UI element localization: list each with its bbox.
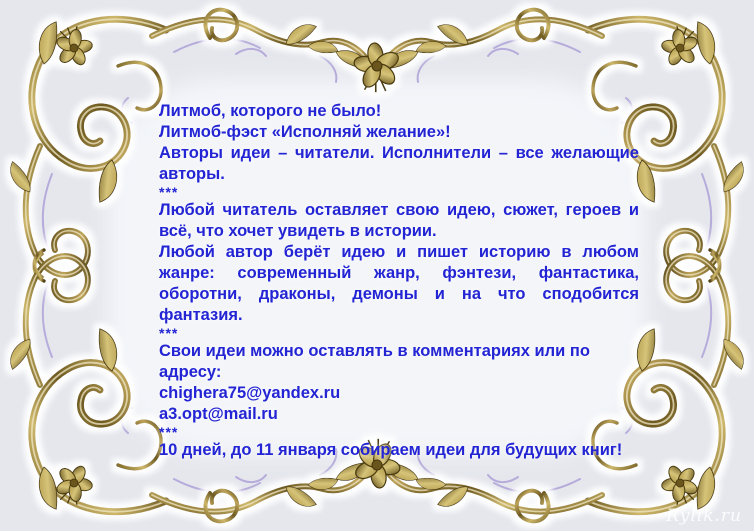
- title-line: Литмоб, которого не было!: [159, 102, 382, 120]
- email-yandex: chighera75@yandex.ru: [159, 384, 341, 402]
- watermark: Rylik.ru: [666, 506, 742, 526]
- separator-3: ***: [159, 424, 179, 440]
- author-rule: Любой автор берёт идею и пишет историю в любом жанре: современный жанр, фэнтези, фантастика, оборотни, драконы, демоны и на что сподобится фантазия.: [159, 243, 639, 324]
- announcement-text: [159, 101, 639, 461]
- reader-rule: Любой читатель оставляет свою идею, сюжет, героев и всё, что хочет увидеть в истории.: [159, 201, 639, 240]
- email-mail: a3.opt@mail.ru: [159, 405, 278, 423]
- deadline-line: 10 дней, до 11 января собираем идеи для будущих книг!: [159, 441, 623, 459]
- separator-2: ***: [159, 325, 179, 341]
- separator-1: ***: [159, 184, 179, 200]
- roles-line: Авторы идеи – читатели. Исполнители – все желающие авторы.: [159, 144, 639, 183]
- contact-intro: Свои идеи можно оставлять в комментариях или по адресу:: [159, 342, 590, 381]
- subtitle-line: Литмоб-фэст «Исполняй желание»!: [159, 123, 451, 141]
